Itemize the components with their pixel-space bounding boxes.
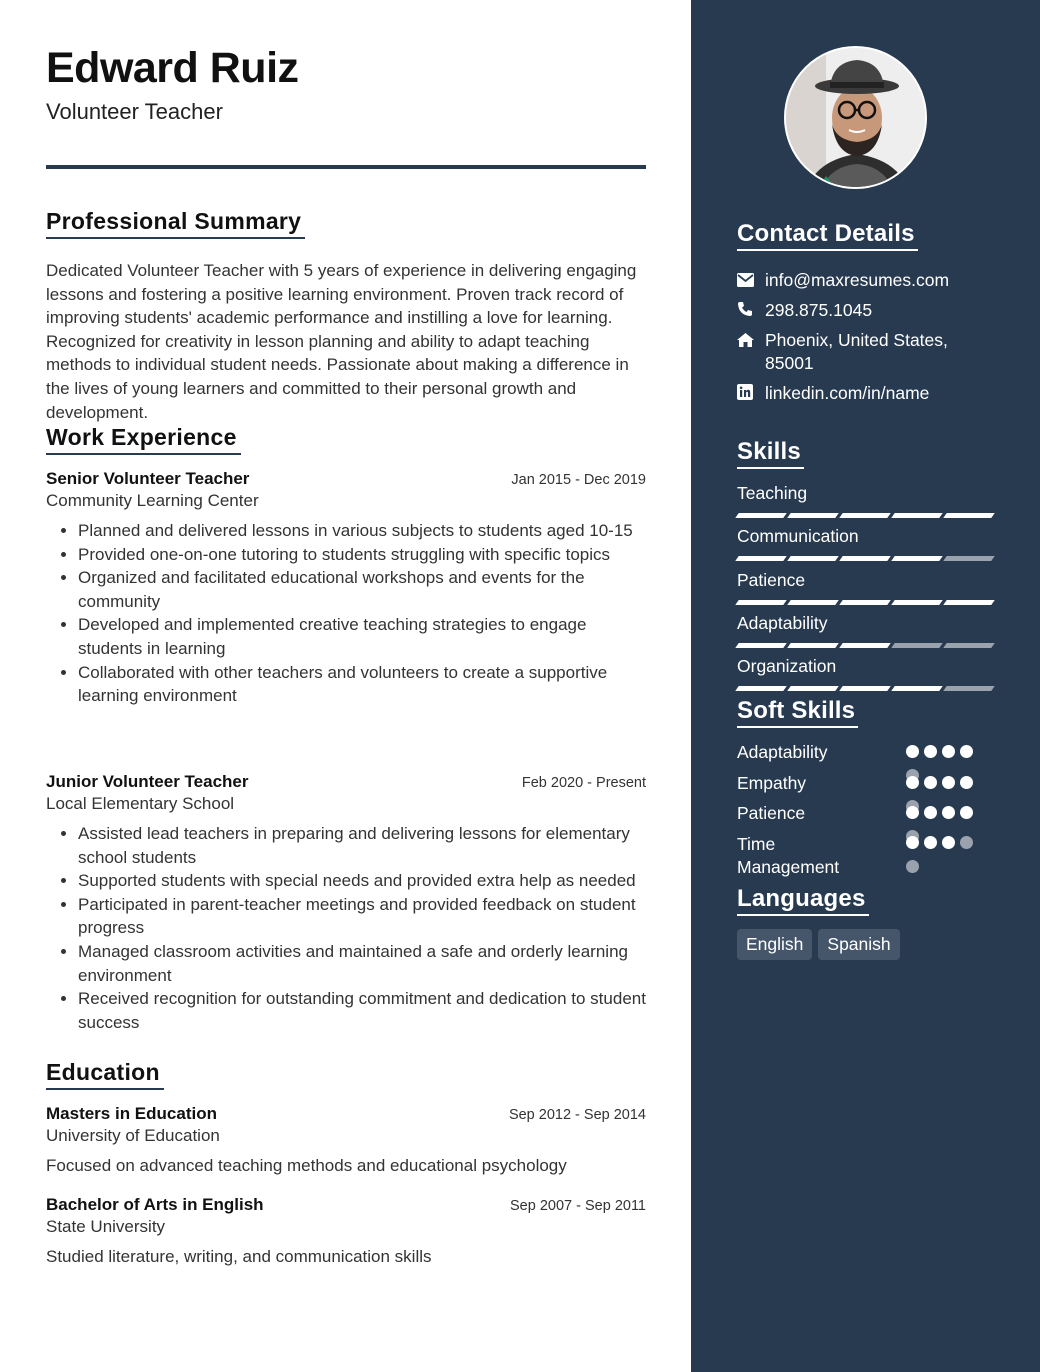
skill-level-bar — [737, 686, 993, 691]
list-item: • Received recognition for outstanding commitment and dedication to student success — [78, 987, 646, 1034]
contact-linkedin[interactable] — [737, 382, 997, 405]
linkedin-text: linkedin.com/in/name — [765, 383, 930, 403]
contact-heading: Contact Details — [737, 220, 918, 251]
skill-level-bar — [737, 556, 993, 561]
education-entry — [46, 1104, 646, 1176]
skill-level-segment — [735, 600, 787, 605]
skill-level-segment — [839, 643, 891, 648]
soft-skill-dot — [942, 836, 955, 849]
soft-skill-dot — [960, 745, 973, 758]
job-organization: Local Elementary School — [46, 794, 235, 813]
soft-skill-name: Patience — [737, 803, 806, 823]
soft-skills-heading: Soft Skills — [737, 697, 858, 728]
soft-skill-dot — [960, 776, 973, 789]
skill-level-segment — [839, 686, 891, 691]
skill-level-segment — [943, 686, 995, 691]
candidate-title: Volunteer Teacher — [46, 99, 223, 124]
skill-item — [737, 526, 993, 561]
skill-level-segment — [943, 556, 995, 561]
experience-heading: Work Experience — [46, 424, 241, 455]
phone-icon — [737, 299, 765, 322]
skill-level-segment — [787, 513, 839, 518]
soft-skill-dot — [942, 745, 955, 758]
soft-skill-dots — [906, 776, 973, 789]
list-item: • Developed and implemented creative teaching strategies to engage students in learning — [78, 613, 646, 660]
address-text: Phoenix, United States, 85001 — [765, 330, 948, 373]
skill-level-segment — [787, 600, 839, 605]
job-date: Jan 2015 - Dec 2019 — [511, 472, 646, 488]
degree-title: Masters in Education — [46, 1104, 217, 1123]
skill-level-segment — [787, 686, 839, 691]
soft-skill-dots — [906, 836, 973, 849]
candidate-name: Edward Ruiz — [46, 44, 299, 92]
education-date: Sep 2012 - Sep 2014 — [508, 1107, 646, 1123]
linkedin-icon — [737, 382, 765, 405]
email-text: info@maxresumes.com — [765, 270, 950, 290]
list-item: • Supported students with special needs and provided extra help as needed — [78, 869, 646, 893]
school-name: State University — [46, 1217, 166, 1236]
job-date: Feb 2020 - Present — [521, 775, 646, 791]
soft-skill-dot — [960, 836, 973, 849]
soft-skill-dot — [942, 806, 955, 819]
list-item: • Planned and delivered lessons in various subjects to students aged 10-15 — [78, 519, 646, 543]
job-organization: Community Learning Center — [46, 491, 259, 510]
soft-skill-dot — [924, 836, 937, 849]
soft-skill-dots — [906, 745, 973, 758]
languages-heading: Languages — [737, 885, 869, 916]
languages-list — [737, 929, 900, 960]
skill-level-bar — [737, 600, 993, 605]
education-date: Sep 2007 - Sep 2011 — [510, 1198, 646, 1214]
skill-item — [737, 656, 993, 691]
list-item: • Participated in parent-teacher meetings and provided feedback on student progress — [78, 893, 646, 940]
profile-photo — [784, 46, 927, 189]
soft-skill-dot — [906, 806, 919, 819]
envelope-icon — [737, 269, 765, 292]
education-description: Studied literature, writing, and communication skills — [46, 1247, 432, 1266]
list-item: • Provided one-on-one tutoring to students struggling with specific topics — [78, 543, 646, 567]
skill-name: Communication — [737, 526, 859, 546]
skill-level-segment — [839, 556, 891, 561]
skills-heading: Skills — [737, 438, 804, 469]
soft-skill-dot — [906, 860, 919, 873]
language-chip: Spanish — [818, 929, 899, 960]
list-item: • Organized and facilitated educational workshops and events for the community — [78, 566, 646, 613]
skill-level-segment — [891, 556, 943, 561]
soft-skill-dot — [906, 776, 919, 789]
summary-text: Dedicated Volunteer Teacher with 5 years of experience in delivering engaging lessons and fostering a positive learning environment. Proven track record of improving students' academic performance and instilling a love for learning. Recognized for creativity in lesson planning and ability to adapt teaching methods to individual student needs. Passionate about making a difference in the lives of young learners and committed to their personal growth and development. — [46, 261, 637, 422]
soft-skill-dot — [924, 806, 937, 819]
home-icon — [737, 329, 765, 375]
skill-level-segment — [891, 600, 943, 605]
job-bullets — [46, 822, 646, 1034]
skill-level-segment — [787, 643, 839, 648]
skill-level-segment — [735, 556, 787, 561]
job-bullets — [46, 519, 646, 708]
skill-name: Adaptability — [737, 613, 828, 633]
header-divider — [46, 165, 646, 169]
soft-skill-dot — [960, 806, 973, 819]
job-title: Junior Volunteer Teacher — [46, 772, 249, 791]
language-chip: English — [737, 929, 812, 960]
soft-skill-dots — [906, 806, 973, 819]
skill-level-bar — [737, 513, 993, 518]
job-title: Senior Volunteer Teacher — [46, 469, 250, 488]
skill-item — [737, 570, 993, 605]
skill-level-segment — [943, 513, 995, 518]
summary-heading: Professional Summary — [46, 208, 305, 239]
avatar-illustration — [786, 48, 927, 189]
skill-level-segment — [735, 686, 787, 691]
soft-skill-name: Time Management — [737, 834, 840, 877]
skill-level-segment — [787, 556, 839, 561]
skill-level-segment — [735, 513, 787, 518]
skill-item — [737, 483, 993, 518]
skill-item — [737, 613, 993, 648]
list-item: • Assisted lead teachers in preparing and delivering lessons for elementary school students — [78, 822, 646, 869]
contact-phone[interactable] — [737, 299, 997, 322]
soft-skill-dot — [924, 745, 937, 758]
skill-level-segment — [839, 600, 891, 605]
degree-title: Bachelor of Arts in English — [46, 1195, 264, 1214]
soft-skill-dot — [906, 745, 919, 758]
soft-skill-dot — [924, 776, 937, 789]
soft-skill-name: Empathy — [737, 773, 807, 793]
list-item: • Collaborated with other teachers and volunteers to create a supportive learning environment — [78, 661, 646, 708]
skill-level-segment — [943, 643, 995, 648]
contact-email[interactable] — [737, 269, 997, 292]
skill-level-segment — [943, 600, 995, 605]
skill-level-bar — [737, 643, 993, 648]
school-name: University of Education — [46, 1126, 220, 1145]
skill-level-segment — [891, 513, 943, 518]
soft-skill-name: Adaptability — [737, 742, 828, 762]
skill-level-segment — [839, 513, 891, 518]
soft-skill-dot — [906, 836, 919, 849]
education-description: Focused on advanced teaching methods and educational psychology — [46, 1156, 567, 1175]
skill-name: Teaching — [737, 483, 808, 503]
skill-level-segment — [891, 686, 943, 691]
job-entry — [46, 772, 646, 1034]
skill-level-segment — [891, 643, 943, 648]
education-heading: Education — [46, 1059, 164, 1090]
skill-name: Patience — [737, 570, 806, 590]
soft-skill-dot — [942, 776, 955, 789]
phone-text: 298.875.1045 — [765, 300, 873, 320]
contact-address — [737, 329, 997, 375]
education-entry — [46, 1195, 646, 1267]
skill-name: Organization — [737, 656, 837, 676]
skill-level-segment — [735, 643, 787, 648]
list-item: • Managed classroom activities and maintained a safe and orderly learning environment — [78, 940, 646, 987]
job-entry — [46, 469, 646, 708]
